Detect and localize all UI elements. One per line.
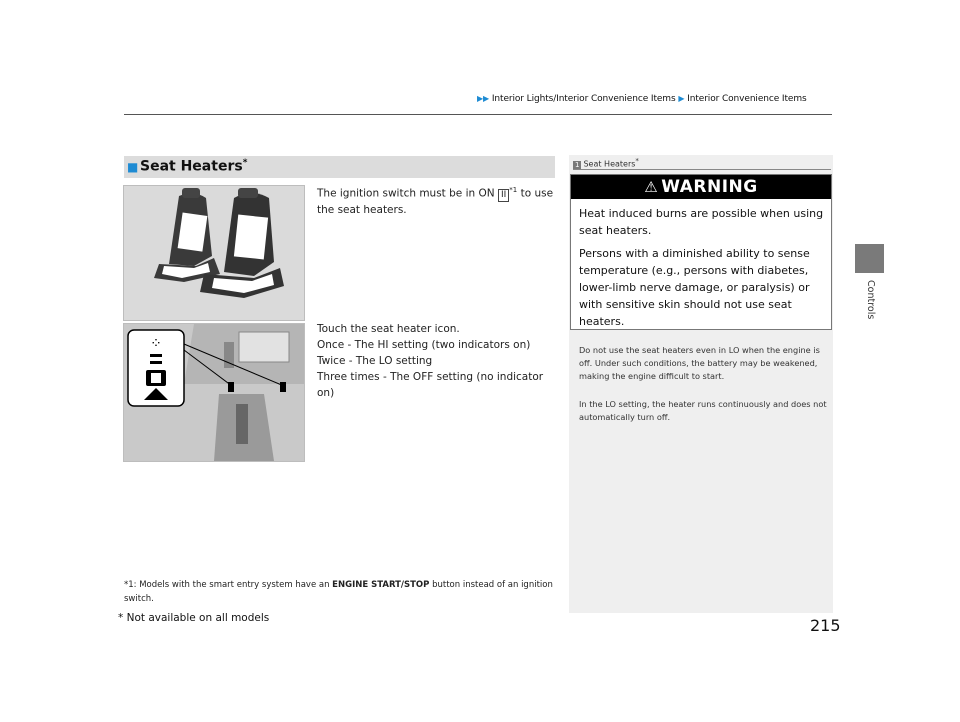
warning-label: WARNING — [661, 177, 758, 197]
warning-banner — [571, 175, 831, 199]
warning-text-2: Persons with a diminished ability to sense temperature (e.g., persons with diabetes, lower-limb nerve damage, or paralysis) or with sensitive skin should not use seat heaters. — [579, 247, 810, 328]
warning-icon: ⚠ — [644, 178, 659, 196]
ignition-position-key: II — [498, 189, 509, 202]
sidebar-divider — [573, 169, 831, 170]
footnote-ref[interactable]: *1 — [509, 186, 518, 194]
seat-heater-switch-image — [123, 323, 305, 462]
section-square-icon: ■ — [127, 160, 139, 174]
sidebar-note-2: In the LO setting, the heater runs continuously and does not automatically turn off. — [579, 399, 827, 422]
instruction-line: Twice - The LO setting — [317, 355, 433, 367]
instruction-line: Once - The HI setting (two indicators on) — [317, 339, 531, 351]
availability-note: * Not available on all models — [118, 612, 270, 624]
chapter-label-text: Controls — [865, 280, 876, 320]
page-number: 215 — [810, 616, 841, 635]
breadcrumb-part2[interactable]: Interior Convenience Items — [687, 94, 807, 104]
header-divider — [124, 114, 832, 115]
footnote — [124, 578, 564, 606]
heater-usage-instructions — [317, 321, 562, 401]
seats-illustration — [124, 186, 304, 320]
breadcrumb-arrow-icon: ▶▶ — [477, 94, 490, 103]
chapter-tab[interactable] — [855, 244, 884, 273]
footnote-text-b: button instead of an ignition switch. — [124, 580, 553, 604]
sidebar-note-1: Do not use the seat heaters even in LO when the engine is off. Under such conditions, the battery may be weakened, making the engine difficult to start. — [579, 345, 820, 381]
sidebar-heading — [573, 157, 639, 169]
breadcrumb-part1[interactable]: Interior Lights/Interior Convenience Items — [491, 94, 676, 104]
breadcrumb — [477, 94, 807, 104]
footnote-bold: ENGINE START/STOP — [332, 580, 430, 590]
seat-heater-seats-image — [123, 185, 305, 321]
svg-text:⁘: ⁘ — [150, 336, 162, 352]
warning-text-1: Heat induced burns are possible when using seat heaters. — [579, 207, 824, 237]
instruction-line: Touch the seat heater icon. — [317, 323, 460, 335]
ignition-instruction — [317, 182, 562, 218]
sidebar-heading-asterisk: * — [635, 157, 639, 165]
instruction-line: Three times - The OFF setting (no indicator on) — [317, 371, 544, 399]
footnote-text-a: *1: Models with the smart entry system have an — [124, 580, 333, 590]
dashboard-illustration — [124, 324, 304, 461]
sidebar-heading-text: Seat Heaters — [583, 159, 636, 169]
breadcrumb-separator-icon: ▶ — [678, 94, 685, 103]
sidebar-ref-number: 1 — [575, 160, 580, 169]
section-title — [140, 158, 247, 175]
section-asterisk: * — [242, 158, 248, 168]
chapter-label — [856, 280, 884, 350]
para1-text-a: The ignition switch must be in ON — [317, 187, 498, 200]
section-title-text: Seat Heaters — [140, 158, 243, 175]
para1-text-b: to use the seat heaters. — [317, 187, 554, 216]
